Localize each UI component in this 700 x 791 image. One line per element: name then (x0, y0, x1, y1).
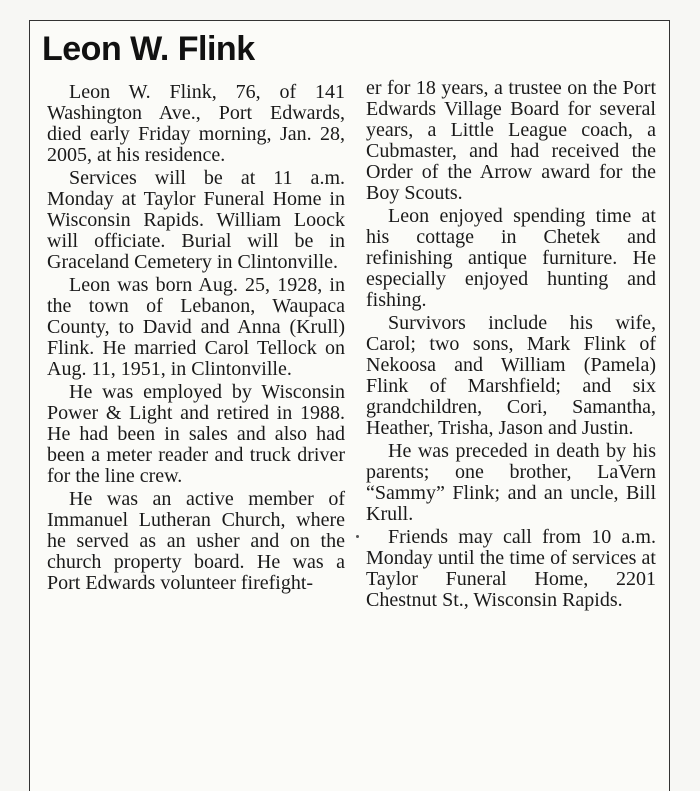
paragraph-preceded: He was preceded in death by his parents; one brother, LaVern “Sammy” Flink; and an uncle, Bill Krull. (366, 440, 656, 525)
paragraph-survivors: Survivors include his wife, Carol; two sons, Mark Flink of Nekoosa and William (Pamela) Flink of Marshfield; and six grandchildren, Cori, Samantha, Heather, Trisha, Jason and Justin. (366, 312, 656, 439)
paragraph-death-notice: Leon W. Flink, 76, of 141 Washington Ave., Port Edwards, died early Friday morning, Jan. 28, 2005, at his residence. (47, 81, 345, 166)
paragraph-church: He was an active member of Immanuel Lutheran Church, where he served as an usher and on the church property board. He was a Port Edwards volunteer firefight- (47, 488, 345, 594)
paragraph-hobbies: Leon enjoyed spending time at his cottage in Chetek and refinishing antique furniture. He especially enjoyed hunting and fishing. (366, 205, 656, 311)
paragraph-visitation: Friends may call from 10 a.m. Monday until the time of services at Taylor Funeral Home, 2201 Chestnut St., Wisconsin Rapids. (366, 526, 656, 611)
paragraph-services: Services will be at 11 a.m. Monday at Taylor Funeral Home in Wisconsin Rapids. William Loock will officiate. Burial will be in Graceland Cemetery in Clintonville. (47, 167, 345, 273)
obituary-headline: Leon W. Flink (42, 30, 255, 68)
paragraph-birth-marriage: Leon was born Aug. 25, 1928, in the town of Lebanon, Waupaca County, to David and Anna (Krull) Flink. He married Carol Tellock on Aug. 11, 1951, in Clintonville. (47, 274, 345, 380)
paragraph-employment: He was employed by Wisconsin Power & Light and retired in 1988. He had been in sales and also had been a meter reader and truck driver for the line crew. (47, 381, 345, 487)
print-speck (356, 535, 359, 538)
right-column (366, 78, 656, 613)
left-column (47, 82, 345, 596)
paragraph-community-service: er for 18 years, a trustee on the Port Edwards Village Board for several years, a Little League coach, a Cubmaster, and had received the Order of the Arrow award for the Boy Scouts. (366, 77, 656, 204)
